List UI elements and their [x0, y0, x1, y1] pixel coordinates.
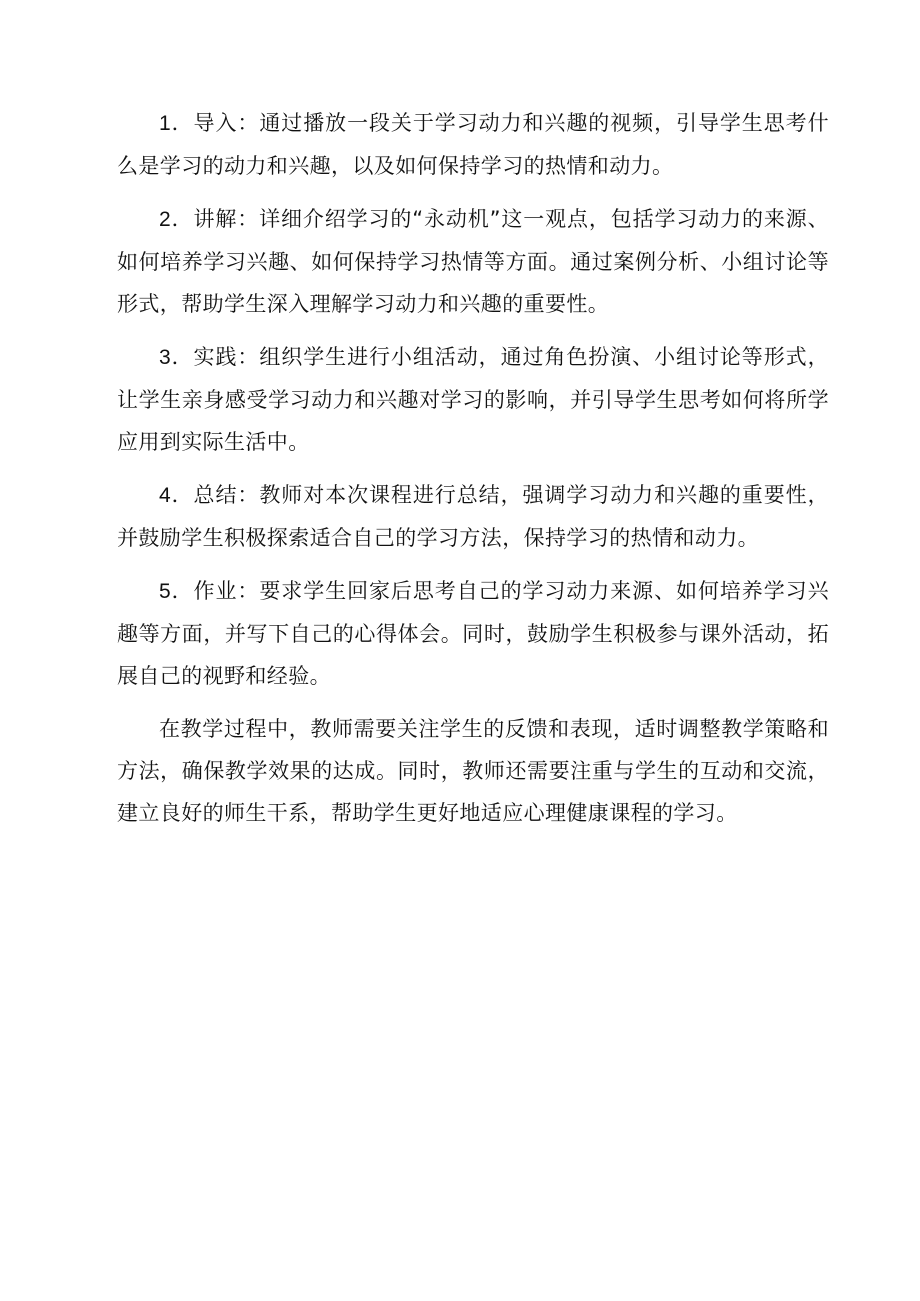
step-paragraph-2	[117, 198, 829, 325]
step-number: 3	[159, 346, 172, 369]
step-text: ．实践：组织学生进行小组活动，通过角色扮演、小组讨论等形式，让学生亲身感受学习动力和兴趣对学习的影响，并引导学生思考如何将所学应用到实际生活中。	[117, 345, 829, 454]
step-text: ．总结：教师对本次课程进行总结，强调学习动力和兴趣的重要性，并鼓励学生积极探索适合自己的学习方法，保持学习的热情和动力。	[117, 483, 829, 550]
step-number: 4	[159, 484, 172, 507]
step-number: 2	[159, 208, 172, 231]
step-paragraph-4	[117, 474, 829, 559]
step-text: ．作业：要求学生回家后思考自己的学习动力来源、如何培养学习兴趣等方面，并写下自己的心得体会。同时，鼓励学生积极参与课外活动，拓展自己的视野和经验。	[117, 579, 829, 688]
step-number: 1	[159, 112, 172, 135]
closing-text: 在教学过程中，教师需要关注学生的反馈和表现，适时调整教学策略和方法，确保教学效果的达成。同时，教师还需要注重与学生的互动和交流，建立良好的师生干系，帮助学生更好地适应心理健康课程的学习。	[117, 717, 829, 825]
closing-paragraph	[117, 708, 829, 834]
step-text: ．导入：通过播放一段关于学习动力和兴趣的视频，引导学生思考什么是学习的动力和兴趣，以及如何保持学习的热情和动力。	[117, 111, 829, 178]
step-paragraph-5	[117, 570, 829, 697]
step-text: ．讲解：详细介绍学习的“永动机”这一观点，包括学习动力的来源、如何培养学习兴趣、如何保持学习热情等方面。通过案例分析、小组讨论等形式，帮助学生深入理解学习动力和兴趣的重要性。	[117, 207, 829, 316]
step-number: 5	[159, 580, 172, 603]
document-body	[117, 102, 829, 845]
step-paragraph-3	[117, 336, 829, 463]
step-paragraph-1	[117, 102, 829, 187]
